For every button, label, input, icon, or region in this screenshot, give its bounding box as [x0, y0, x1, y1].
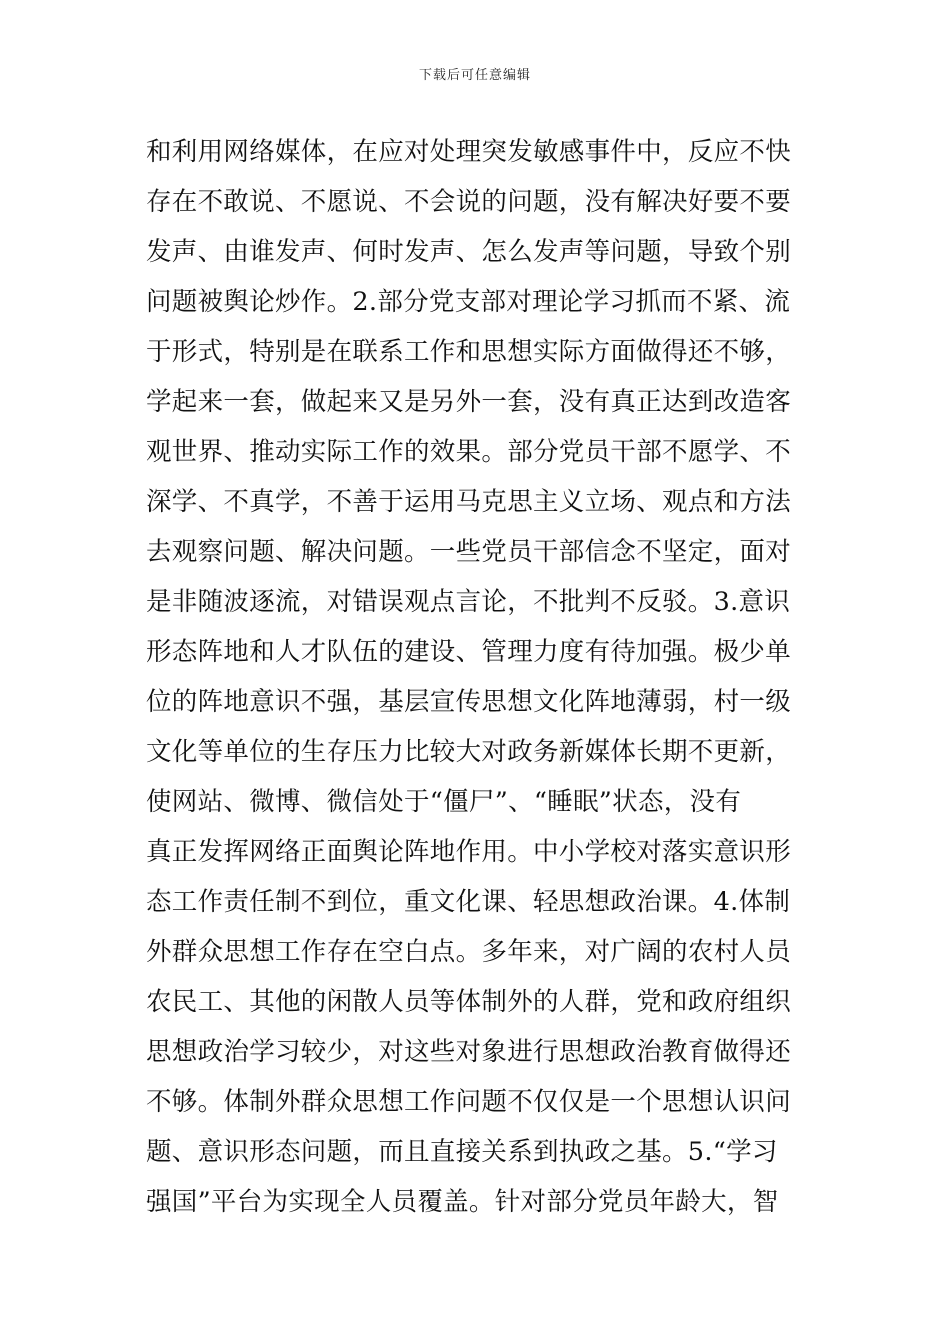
text-line: 农民工、其他的闲散人员等体制外的人群，党和政府组织: [146, 987, 792, 1017]
text-line: 文化等单位的生存压力比较大对政务新媒体长期不更新，: [146, 737, 792, 767]
text-line: 学起来一套，做起来又是另外一套，没有真正达到改造客: [146, 387, 792, 417]
text-line: 形态阵地和人才队伍的建设、管理力度有待加强。极少单: [146, 637, 792, 667]
text-line: 于形式，特别是在联系工作和思想实际方面做得还不够，: [146, 337, 792, 367]
text-line: 使网站、微博、微信处于“僵尸”、“睡眠”状态，没有: [146, 787, 742, 817]
text-line: 问题被舆论炒作。2.部分党支部对理论学习抓而不紧、流: [146, 287, 791, 317]
text-line: 不够。体制外群众思想工作问题不仅仅是一个思想认识问: [146, 1087, 792, 1117]
text-line: 观世界、推动实际工作的效果。部分党员干部不愿学、不: [146, 437, 792, 467]
document-body: [146, 127, 826, 1227]
text-line: 题、意识形态问题，而且直接关系到执政之基。5.“学习: [146, 1137, 778, 1167]
text-line: 存在不敢说、不愿说、不会说的问题，没有解决好要不要: [146, 187, 792, 217]
text-line: 位的阵地意识不强，基层宣传思想文化阵地薄弱，村一级: [146, 687, 792, 717]
text-line: 强国”平台为实现全人员覆盖。针对部分党员年龄大，智: [146, 1187, 779, 1217]
text-line: 态工作责任制不到位，重文化课、轻思想政治课。4.体制: [146, 887, 791, 917]
text-line: 外群众思想工作存在空白点。多年来，对广阔的农村人员: [146, 937, 792, 967]
text-line: 是非随波逐流，对错误观点言论，不批判不反驳。3.意识: [146, 587, 791, 617]
text-line: 去观察问题、解决问题。一些党员干部信念不坚定，面对: [146, 537, 792, 567]
text-line: 和利用网络媒体，在应对处理突发敏感事件中，反应不快: [146, 137, 792, 167]
text-line: 深学、不真学，不善于运用马克思主义立场、观点和方法: [146, 487, 792, 517]
page-header-note: 下载后可任意编辑: [418, 68, 531, 83]
text-line: 真正发挥网络正面舆论阵地作用。中小学校对落实意识形: [146, 837, 792, 867]
text-line: 发声、由谁发声、何时发声、怎么发声等问题，导致个别: [146, 237, 792, 267]
text-line: 思想政治学习较少，对这些对象进行思想政治教育做得还: [146, 1037, 792, 1067]
